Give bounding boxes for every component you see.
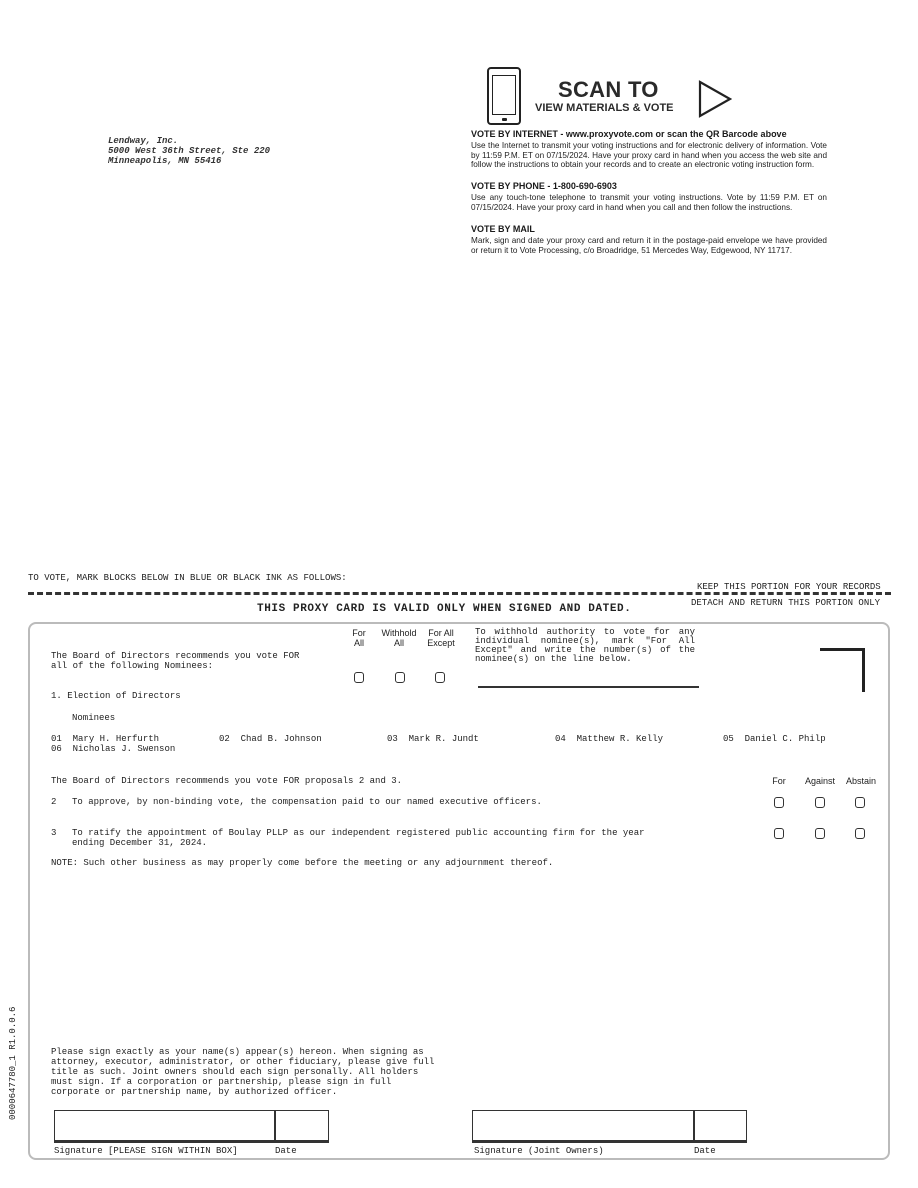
col-withhold-all: Withhold All [381, 628, 417, 648]
nominee-03: 03 Mark R. Jundt [387, 734, 479, 744]
phone-icon [487, 67, 521, 125]
board-recommendation-nominees: The Board of Directors recommends you vote FOR all of the following Nominees: [51, 651, 300, 671]
col-for-all-except: For All Except [427, 628, 455, 648]
col-against: Against [804, 776, 836, 786]
col-abstain: Abstain [845, 776, 877, 786]
corner-mark [820, 648, 865, 692]
vote-phone-text: Use any touch-tone telephone to transmit your voting instructions. Vote by 11:59 P.M. ET on 07/15/2024. Have your proxy card in hand when you call and then follow the instructions. [471, 193, 827, 212]
document-control-code: 0000647780_1 R1.0.0.6 [8, 1006, 18, 1120]
withhold-instructions: To withhold authority to vote for any individual nominee(s), mark "For All Except" and write the number(s) of the nominee(s) on the line below. [475, 627, 695, 664]
address-line-1: Lendway, Inc. [108, 136, 179, 146]
keep-portion-label: KEEP THIS PORTION FOR YOUR RECORDS [697, 582, 881, 592]
vote-mail-text: Mark, sign and date your proxy card and return it in the postage-paid envelope we have provided or return it to Vote Processing, c/o Broadridge, 51 Mercedes Way, Edgewood, NY 11717. [471, 236, 827, 255]
withhold-all-checkbox[interactable] [395, 672, 405, 683]
proposal-3-number: 3 [51, 828, 57, 838]
proposal-3-abstain-checkbox[interactable] [855, 828, 865, 839]
signing-instructions: Please sign exactly as your name(s) appear(s) hereon. When signing as attorney, executor, administrator, or other fiduciary, please give full title as such. Joint owners should each sign personally. All holders must sign. If a corporation or partnership, please sign in full corporate or partnership name, by authorized officer. [51, 1047, 435, 1097]
vote-phone-heading: VOTE BY PHONE - 1-800-690-6903 [471, 181, 617, 191]
address-line-3: Minneapolis, MN 55416 [108, 156, 222, 166]
proposal-3-against-checkbox[interactable] [815, 828, 825, 839]
scan-title: SCAN TO [558, 77, 659, 102]
date-label: Date [275, 1146, 297, 1156]
signature-underline [54, 1140, 329, 1143]
detach-portion-label: DETACH AND RETURN THIS PORTION ONLY [691, 598, 881, 608]
signature-box[interactable] [54, 1110, 275, 1142]
col-for-all: For All [352, 628, 366, 648]
item-election-of-directors: 1. Election of Directors [51, 691, 181, 701]
nominee-04: 04 Matthew R. Kelly [555, 734, 664, 744]
proposal-3-for-checkbox[interactable] [774, 828, 784, 839]
proposal-2-for-checkbox[interactable] [774, 797, 784, 808]
nominee-02: 02 Chad B. Johnson [219, 734, 322, 744]
nominee-06: 06 Nicholas J. Swenson [51, 744, 176, 754]
date-box[interactable] [275, 1110, 329, 1142]
note-text: NOTE: Such other business as may properly come before the meeting or any adjournment thereof. [51, 858, 554, 868]
joint-signature-label: Signature (Joint Owners) [474, 1146, 604, 1156]
mailing-address [108, 136, 270, 166]
joint-signature-underline [472, 1140, 747, 1143]
valid-notice: THIS PROXY CARD IS VALID ONLY WHEN SIGNED AND DATED. [257, 603, 632, 615]
proposal-2-abstain-checkbox[interactable] [855, 797, 865, 808]
scan-subtitle: VIEW MATERIALS & VOTE [535, 102, 674, 114]
nominee-01: 01 Mary H. Herfurth [51, 734, 160, 744]
nominees-label: Nominees [72, 713, 116, 723]
col-for: For [772, 776, 786, 786]
mark-instructions: TO VOTE, MARK BLOCKS BELOW IN BLUE OR BLACK INK AS FOLLOWS: [28, 573, 347, 583]
proposal-2-text: To approve, by non-binding vote, the compensation paid to our named executive officers. [72, 797, 542, 807]
nominee-05: 05 Daniel C. Philp [723, 734, 826, 744]
proposal-3-text-2: ending December 31, 2024. [72, 838, 208, 848]
vote-internet-text: Use the Internet to transmit your voting instructions and for electronic delivery of information. Vote by 11:59 P.M. ET on 07/15/2024. Have your proxy card in hand when you access the web site and follow the instructions to obtain your records and to create an electronic voting instruction form. [471, 141, 827, 170]
withhold-nominee-line[interactable] [478, 686, 699, 688]
board-recommendation-proposals: The Board of Directors recommends you vote FOR proposals 2 and 3. [51, 776, 403, 786]
vote-mail-heading: VOTE BY MAIL [471, 224, 535, 234]
proposal-2-number: 2 [51, 797, 57, 807]
joint-date-label: Date [694, 1146, 716, 1156]
detach-line [28, 592, 891, 595]
address-line-2: 5000 West 36th Street, Ste 220 [108, 146, 271, 156]
signature-label: Signature [PLEASE SIGN WITHIN BOX] [54, 1146, 238, 1156]
joint-date-box[interactable] [694, 1110, 747, 1142]
for-all-checkbox[interactable] [354, 672, 364, 683]
for-all-except-checkbox[interactable] [435, 672, 445, 683]
joint-signature-box[interactable] [472, 1110, 694, 1142]
proposal-3-text-1: To ratify the appointment of Boulay PLLP as our independent registered public accounting firm for the year [72, 828, 645, 838]
play-arrow-icon [698, 80, 732, 118]
proposal-2-against-checkbox[interactable] [815, 797, 825, 808]
vote-internet-heading: VOTE BY INTERNET - www.proxyvote.com or scan the QR Barcode above [471, 129, 787, 139]
